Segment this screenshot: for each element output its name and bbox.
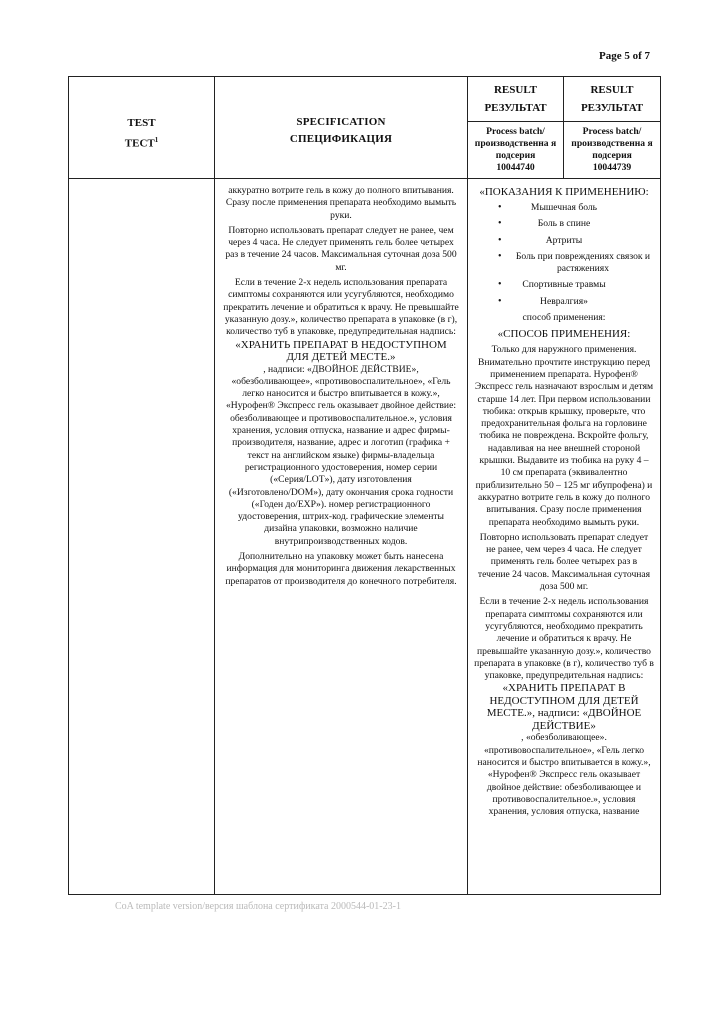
bullet-icon: • [498, 279, 502, 291]
bullet-icon: • [498, 202, 502, 213]
specification-cell [215, 179, 468, 895]
result-cell [468, 179, 661, 895]
spec-paragraph: аккуратно вотрите гель в кожу до полного впитывания. Сразу после применения препарата необходимо вымыть руки. [225, 185, 457, 221]
indication-item: • Невралгия» [498, 295, 588, 307]
bullet-icon: • [498, 218, 502, 230]
test-cell [69, 179, 215, 895]
template-version-footer: CoA template version/версия шаблона сертификата 2000544-01-23-1 [115, 901, 401, 912]
test-header-en: TEST [127, 116, 156, 129]
batch-header-2: Process batch/ производственна я подсерия 10044739 [564, 122, 661, 179]
spec-paragraph: , надписи: «ДВОЙНОЕ ДЕЙСТВИЕ», «обезболивающее», «противовоспалительное», «Гель легко наносится и быстро впитывается в кожу.», «Нурофен® Экспресс гель оказывает двойное действие: обезболивающее и противовоспалительное.», условия хранения, условия отпуска, название и адрес фирмы-производителя, название, адрес и логотип (графика + текст на английском языке) фирмы-владельца регистрационного удостоверения, номер серии («Серия/LOT»), дату изготовления («Изготовлено/DOM»), дату окончания срока годности («Годен до/EXP»). номер регистрационного удостоверения, штрих-код. графические элементы дизайна упаковки, возможно наличие внутрипроизводственных кодов. [225, 363, 456, 547]
batch-header-1: Process batch/ производственна я подсерия 10044740 [468, 122, 564, 179]
spec-warning-caps: «ХРАНИТЬ ПРЕПАРАТ В НЕДОСТУПНОМ ДЛЯ ДЕТЕЙ МЕСТЕ.» [235, 338, 447, 364]
spec-paragraph: Если в течение 2-х недель использования препарата симптомы сохраняются или усугубляются, необходимо прекратить лечение и обратиться к врачу. Не превышайте указанную дозу.», количество препарата в упаковке (в г), количество туб в упаковке, предупредительная надпись: [223, 277, 459, 338]
indication-item: • Спортивные травмы [498, 279, 606, 291]
spec-paragraph: Повторно использовать препарат следует не ранее, чем через 4 часа. Не следует применять гель более четырех раз в течение 24 часов. Максимальная суточная доза 500 мг. [225, 224, 457, 273]
bullet-icon: • [498, 295, 502, 307]
result-paragraph: Только для наружного применения. Внимательно прочтите инструкцию перед применением препарата. Нурофен® Экспресс гель назначают взрослым и детям старше 14 лет. При первом использовании тюбика: открыв крышку, проверьте, что предохранительная фольга на горловине тюбика не повреждена. Вскройте фольгу, надавливая на нее внешней стороной крышки. Выдавите из тюбика на руку 4 – 10 см препарата (эквивалентно приблизительно 50 – 125 мг ибупрофена) и аккуратно вотрите гель в кожу до полного впитывания. Сразу после применения препарата необходимо вымыть руки. [474, 344, 654, 528]
result-warning-caps: «ХРАНИТЬ ПРЕПАРАТ В НЕДОСТУПНОМ ДЛЯ ДЕТЕЙ МЕСТЕ.», надписи: «ДВОЙНОЕ ДЕЙСТВИЕ» [486, 682, 642, 732]
certificate-table [68, 76, 661, 895]
bullet-icon: • [498, 250, 502, 262]
spec-header-en: SPECIFICATION [296, 115, 386, 128]
batch-number-2: 10044739 [592, 162, 632, 173]
spec-header-ru: СПЕЦИФИКАЦИЯ [289, 132, 393, 145]
test-column-header [69, 77, 215, 179]
indication-item: • Мышечная боль [498, 202, 598, 213]
indications-heading: «ПОКАЗАНИЯ К ПРИМЕНЕНИЮ: [479, 186, 649, 198]
indication-item: • Боль в спине [498, 218, 591, 230]
result-header-2: RESULT РЕЗУЛЬТАТ [564, 77, 661, 122]
method-label: способ применения: [522, 312, 606, 324]
spec-paragraph: Дополнительно на упаковку может быть нанесена информация для мониторинга движения лекарственных препаратов от производителя до конечного потребителя. [225, 551, 457, 587]
indication-item: • Артриты [498, 234, 583, 246]
method-heading: «СПОСОБ ПРИМЕНЕНИЯ: [497, 328, 631, 341]
result-paragraph: , «обезболивающее». «противовоспалительное», «Гель легко наносится и быстро впитывается в кожу.», «Нурофен® Экспресс гель оказывает двойное действие: обезболивающее и противовоспалительное.», условия хранения, условия отпуска, название [477, 732, 651, 818]
page-number: Page 5 of 7 [598, 50, 650, 62]
test-header-ru: ТЕСТ$^1$ [124, 135, 159, 150]
indication-item: • Боль при повреждениях связок и растяжениях [498, 250, 651, 275]
result-paragraph: Повторно использовать препарат следует не ранее, чем через 4 часа. Не следует применять гель более четырех раз в течение 24 часов. Максимальная суточная доза 500 мг. [477, 531, 651, 593]
specification-column-header [215, 77, 468, 179]
batch-number-1: 10044740 [496, 162, 535, 173]
bullet-icon: • [498, 234, 502, 246]
result-header-1: RESULT РЕЗУЛЬТАТ [468, 77, 564, 122]
result-paragraph: Если в течение 2-х недель использования препарата симптомы сохраняются или усугубляются, необходимо прекратить лечение и обратиться к врачу. Не превышайте указанную дозу.», количество препарата в упаковке (в г), количество туб в упаковке, предупредительная надпись: [474, 596, 654, 682]
